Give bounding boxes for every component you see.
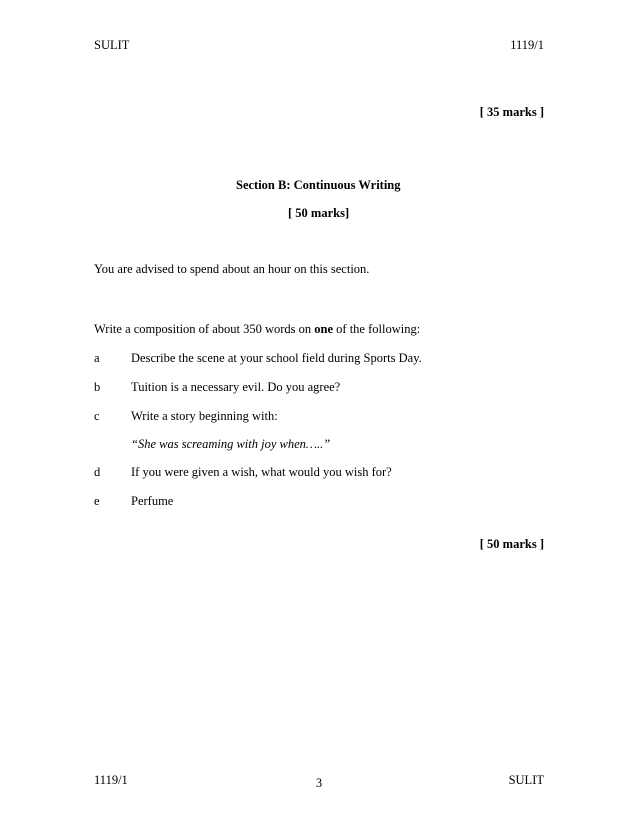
question-text: Write a story beginning with: (131, 409, 278, 423)
question-text: Perfume (131, 494, 174, 508)
question-text: Tuition is a necessary evil. Do you agree? (131, 380, 341, 394)
footer-left: 1119/1 (94, 773, 128, 787)
question-letter: d (94, 465, 101, 479)
question-text: If you were given a wish, what would you wish for? (131, 465, 392, 479)
section-title: Section B: Continuous Writing (236, 178, 401, 192)
instruction-after: of the following: (333, 322, 421, 336)
top-marks: [ 35 marks ] (479, 105, 544, 119)
footer-right: SULIT (508, 773, 544, 787)
question-quote: “She was screaming with joy when…..” (131, 437, 331, 451)
question-text: Describe the scene at your school field during Sports Day. (131, 351, 422, 365)
page-number: 3 (315, 776, 323, 790)
header-left: SULIT (94, 38, 130, 52)
section-marks: [ 50 marks] (288, 206, 350, 220)
question-letter: e (94, 494, 100, 508)
bottom-marks: [ 50 marks ] (479, 537, 544, 551)
header-right: 1119/1 (510, 38, 544, 52)
question-letter: c (94, 409, 100, 423)
question-letter: a (94, 351, 100, 365)
advice-text: You are advised to spend about an hour on this section. (94, 262, 370, 276)
instruction-emphasis: one (314, 322, 334, 336)
question-letter: b (94, 380, 101, 394)
instruction-text (94, 322, 420, 337)
instruction-before: Write a composition of about 350 words on (94, 322, 315, 336)
